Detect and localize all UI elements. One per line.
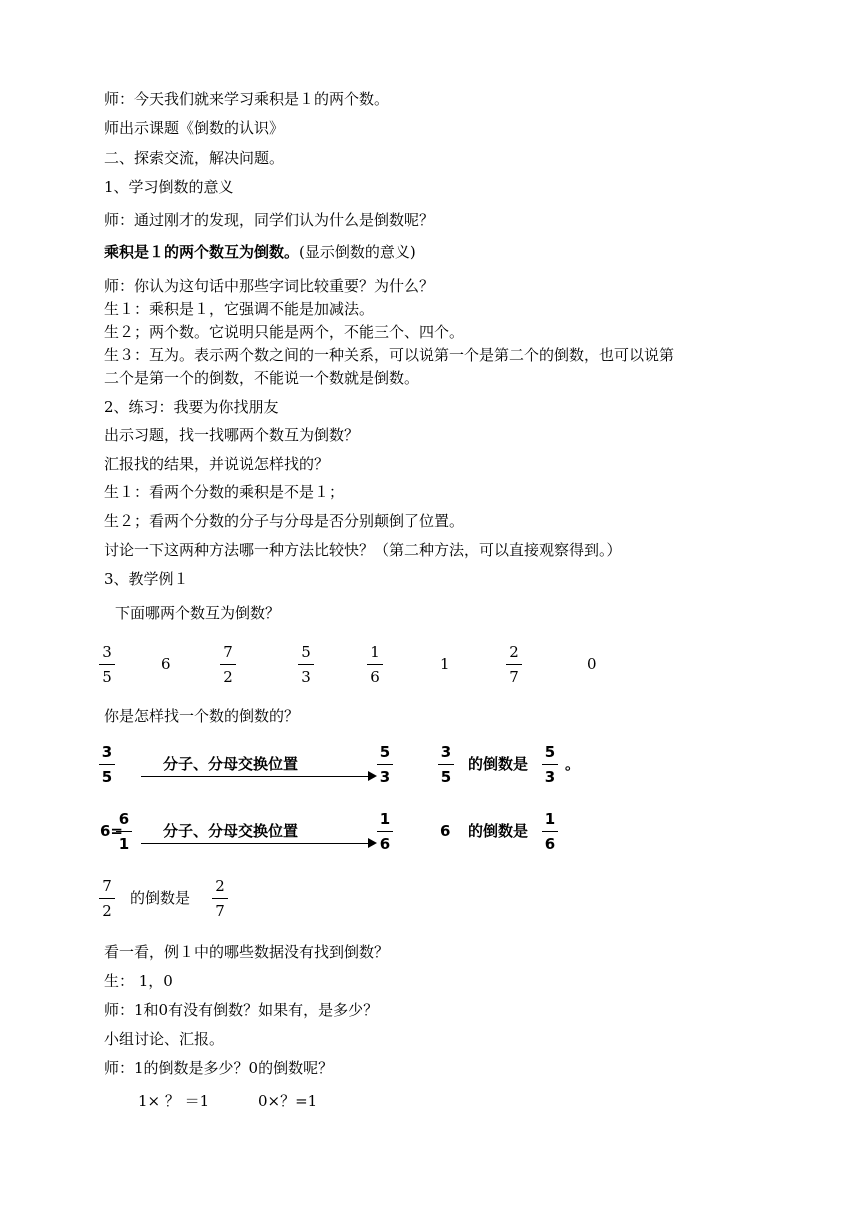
phrase: 的倒数是 — [130, 889, 191, 907]
fraction: 5 3 — [375, 743, 395, 786]
text-line: 二个是第一个的倒数，不能说一个数就是倒数。 — [104, 369, 420, 387]
text-line: 师：你认为这句话中那些字词比较重要？为什么？ — [104, 277, 435, 295]
text-line: 师：通过刚才的发现，同学们认为什么是倒数呢？ — [104, 211, 435, 229]
fraction: 3 5 — [436, 743, 456, 786]
text-line: 下面哪两个数互为倒数？ — [115, 604, 281, 622]
definition-line — [104, 242, 416, 262]
fraction: 7 2 — [218, 643, 238, 686]
equation: 0×？=1 — [258, 1092, 318, 1110]
fraction: 1 6 — [540, 810, 560, 853]
text-line: 师：1的倒数是多少？0的倒数呢？ — [104, 1059, 334, 1077]
text-line: 生１：看两个分数的乘积是不是１； — [104, 483, 345, 501]
text-line: 师：1和0有没有倒数？如果有，是多少？ — [104, 1001, 379, 1019]
fraction: 2 7 — [210, 877, 230, 920]
text-line: 生： 1，0 — [104, 972, 173, 990]
text-line: 小组讨论、汇报。 — [104, 1030, 225, 1048]
text-line: 生２；两个数。它说明只能是两个，不能三个、四个。 — [104, 323, 465, 341]
phrase: 的倒数是 — [468, 822, 529, 840]
text-line: 汇报找的结果，并说说怎样找的？ — [104, 455, 330, 473]
equation: 1× ？ ＝1 — [138, 1092, 210, 1110]
text-line: 生２；看两个分数的分子与分母是否分别颠倒了位置。 — [104, 512, 465, 530]
phrase: 的倒数是 — [468, 755, 529, 773]
text-line: 生１：乘积是１，它强调不能是加减法。 — [104, 300, 375, 318]
prefix: 6= — [100, 822, 124, 840]
number: 6 — [161, 655, 171, 673]
fraction: 2 7 — [504, 643, 524, 686]
definition-note: (显示倒数的意义) — [299, 243, 416, 261]
arrow-line — [141, 843, 369, 844]
punctuation: 。 — [565, 755, 581, 773]
text-line: 师出示课题《倒数的认识》 — [104, 119, 285, 137]
text-line: 师：今天我们就来学习乘积是１的两个数。 — [104, 90, 390, 108]
definition-bold: 乘积是１的两个数互为倒数。 — [104, 243, 300, 261]
fraction: 5 3 — [296, 643, 316, 686]
text-line: 出示习题，找一找哪两个数互为倒数？ — [104, 426, 360, 444]
number: 1 — [440, 655, 450, 673]
number: 0 — [587, 655, 597, 673]
fraction: 6 1 — [114, 810, 134, 853]
section-heading: 二、探索交流，解决问题。 — [104, 149, 285, 167]
fraction: 1 6 — [375, 810, 395, 853]
text-line: 讨论一下这两种方法哪一种方法比较快？（第二种方法，可以直接观察得到。） — [104, 541, 622, 559]
subsection-heading: 3、教学例１ — [104, 570, 189, 588]
number: 6 — [440, 822, 451, 840]
text-line: 看一看，例１中的哪些数据没有找到倒数？ — [104, 943, 390, 961]
arrow-line — [141, 776, 369, 777]
fraction: 1 6 — [365, 643, 385, 686]
arrow-label: 分子、分母交换位置 — [163, 755, 299, 773]
text-line: 生３：互为。表示两个数之间的一种关系，可以说第一个是第二个的倒数，也可以说第 — [104, 346, 675, 364]
text-line: 你是怎样找一个数的倒数的？ — [104, 707, 300, 725]
fraction: 7 2 — [97, 877, 117, 920]
fraction: 3 5 — [97, 743, 117, 786]
subsection-heading: 2、练习：我要为你找朋友 — [104, 398, 279, 416]
fraction: 5 3 — [540, 743, 560, 786]
subsection-heading: 1、学习倒数的意义 — [104, 178, 234, 196]
fraction: 3 5 — [97, 643, 117, 686]
arrow-label: 分子、分母交换位置 — [163, 822, 299, 840]
